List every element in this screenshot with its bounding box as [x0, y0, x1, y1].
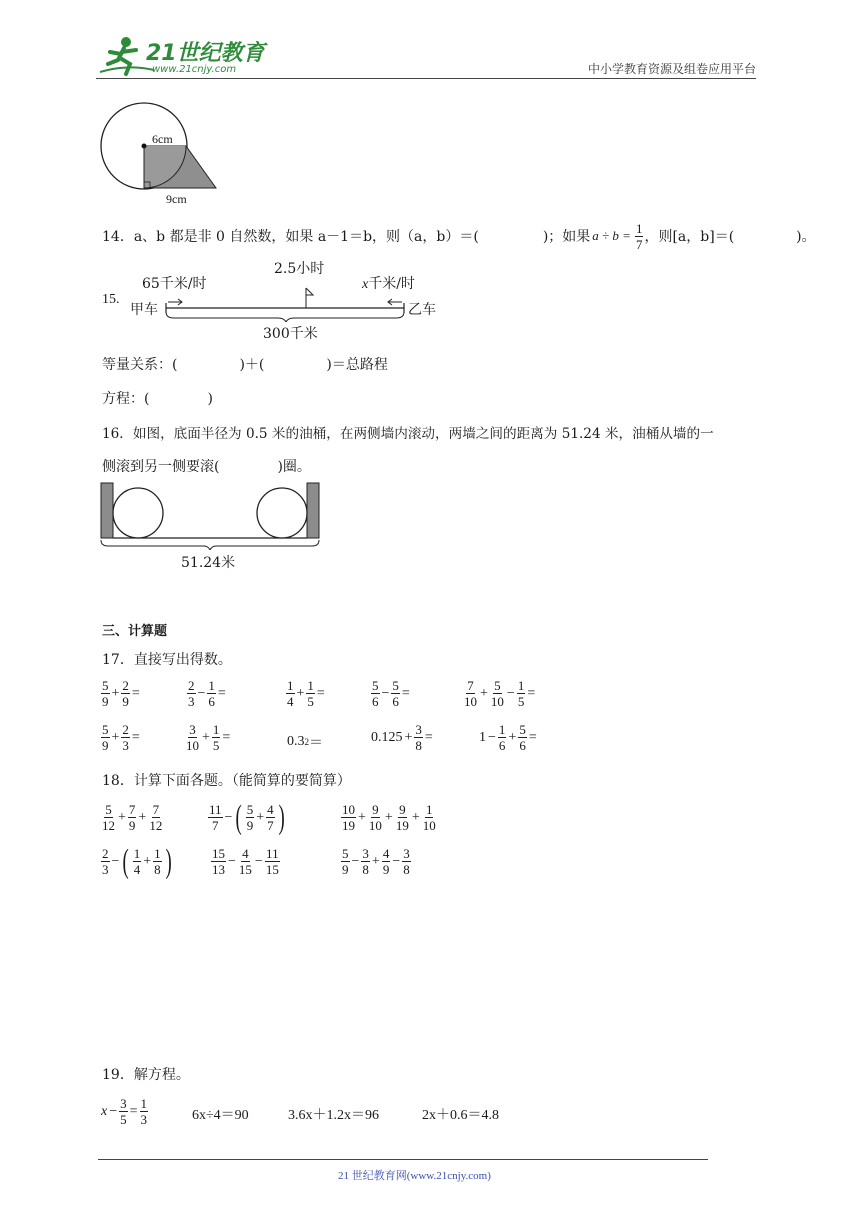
fraction-numerator: 3	[362, 846, 369, 861]
fraction-numerator: 3	[189, 722, 196, 737]
fraction-numerator: 3	[415, 722, 422, 737]
q19-e1	[100, 1096, 149, 1127]
section-3-title: 三、计算题	[102, 624, 168, 639]
fraction-denominator: 5	[120, 1112, 127, 1127]
fraction-numerator: 1	[154, 846, 161, 861]
question-15-number: 15.	[102, 292, 120, 307]
q17-r2-e3: 0.3 2 ＝	[287, 734, 323, 751]
fraction-denominator: 6	[498, 738, 506, 753]
q17-r2-e4	[370, 722, 434, 753]
math-operator: +	[118, 809, 126, 825]
fraction	[101, 846, 110, 877]
fraction-numerator: 1	[635, 220, 643, 236]
fraction	[518, 722, 527, 753]
fraction-numerator: 5	[372, 678, 379, 693]
footer-text[interactable]: 21 世纪教育网(www.21cnjy.com)	[338, 1170, 491, 1182]
question-17-title: 17．直接写出得数。	[102, 652, 232, 668]
math-operator: +	[358, 809, 366, 825]
fraction	[187, 678, 196, 709]
math-operator: −	[197, 685, 206, 701]
fraction	[306, 678, 315, 709]
fraction	[133, 846, 142, 877]
fraction-denominator: 9	[122, 694, 129, 709]
fraction-denominator: 9	[246, 818, 254, 833]
fraction-numerator: 11	[266, 846, 279, 861]
fraction-numerator: 1	[208, 678, 215, 693]
fraction-denominator: 15	[238, 862, 252, 877]
fraction-denominator: 5	[212, 738, 220, 753]
fraction	[286, 678, 295, 709]
fraction	[208, 802, 223, 833]
math-operator: −	[228, 853, 236, 869]
math-operator: =	[528, 729, 537, 745]
math-operator: =	[131, 729, 140, 745]
header-logo	[96, 34, 266, 78]
fraction-numerator: 9	[399, 802, 406, 817]
fraction	[121, 678, 130, 709]
time-label: 2.5小时	[274, 261, 325, 277]
fraction-denominator: 7	[635, 236, 643, 252]
fraction-numerator: 7	[467, 678, 474, 693]
q17-r2-e2	[184, 722, 231, 753]
fraction-denominator: 8	[403, 862, 410, 877]
fraction-denominator: 9	[102, 694, 109, 709]
fraction-numerator: 1	[498, 722, 506, 737]
fraction-denominator: 3	[102, 862, 109, 877]
fraction-denominator: 4	[133, 862, 141, 877]
math-operator: −	[111, 853, 120, 869]
math-operator: +	[202, 729, 210, 745]
q18-e4	[100, 842, 174, 880]
fraction-denominator: 3	[188, 694, 195, 709]
fraction-numerator: 15	[212, 846, 225, 861]
math-operator: −	[488, 729, 496, 745]
fraction	[402, 846, 411, 877]
q18-e3	[340, 802, 438, 833]
oil-drum-walls-diagram	[98, 480, 324, 550]
fraction	[371, 678, 380, 709]
math-operator: =	[527, 685, 536, 701]
q18-e6	[340, 846, 412, 877]
fraction-numerator: 5	[392, 678, 399, 693]
fraction-numerator: 3	[403, 846, 410, 861]
question-19-title: 19．解方程。	[102, 1067, 190, 1083]
fraction-denominator: 6	[519, 738, 526, 753]
travel-line-diagram	[160, 282, 410, 322]
speed-left: 65千米/时	[142, 276, 207, 292]
fraction	[148, 802, 163, 833]
math-operator: +	[404, 729, 413, 745]
car-left: 甲车	[130, 302, 158, 318]
fraction-denominator: 3	[122, 738, 129, 753]
fraction-denominator: 8	[415, 738, 422, 753]
math-operator: −	[392, 853, 401, 869]
math-operator: +	[371, 853, 380, 869]
fraction-numerator: 2	[102, 846, 109, 861]
q17-r1-e3	[285, 678, 326, 709]
fraction-denominator: 12	[102, 818, 115, 833]
fraction-denominator: 19	[395, 818, 409, 833]
fraction	[517, 678, 526, 709]
fraction-denominator: 8	[154, 862, 161, 877]
fraction	[265, 846, 280, 877]
q17-r1-e1	[100, 678, 141, 709]
math-operator: −	[381, 685, 390, 701]
logo-text: 21世纪教育	[146, 41, 265, 66]
math-operator: −	[254, 853, 263, 869]
fraction	[246, 802, 255, 833]
fraction-numerator: 1	[212, 722, 220, 737]
math-operator: =	[217, 685, 226, 701]
fraction-numerator: 2	[122, 722, 129, 737]
fraction	[382, 846, 391, 877]
fraction-denominator: 10	[422, 818, 436, 833]
fraction	[153, 846, 162, 877]
fraction-denominator: 4	[287, 694, 294, 709]
fraction-numerator: 1	[140, 1096, 148, 1111]
fraction	[422, 802, 437, 833]
fraction	[490, 678, 505, 709]
math-operator: +	[384, 809, 393, 825]
math-operator: =	[316, 685, 325, 701]
fraction-numerator: 1	[307, 678, 314, 693]
question-18-title: 18．计算下面各题。（能简算的要简算）	[102, 773, 351, 789]
relation-line: 等量关系：( )＋( )＝总路程	[102, 357, 388, 373]
q18-e2	[207, 798, 287, 836]
distance-label: 300千米	[263, 326, 318, 342]
fraction-numerator: 3	[120, 1096, 127, 1111]
math-operator: −	[109, 1103, 118, 1119]
fraction	[391, 678, 400, 709]
fraction	[341, 802, 356, 833]
fraction	[128, 802, 137, 833]
fraction-denominator: 10	[368, 818, 382, 833]
parenthesis: (	[235, 798, 243, 836]
fraction-denominator: 5	[517, 694, 525, 709]
logo-url: www.21cnjy.com	[152, 64, 237, 75]
question-14: 14．a、b 都是非 0 自然数，如果 a－1＝b，则（a，b）＝( )；如果 a ÷ b = $\frac{1}{7}$ ，则[a，b]＝( )。	[102, 220, 816, 252]
fraction-denominator: 10	[464, 694, 477, 709]
fraction-numerator: 1	[133, 846, 141, 861]
fraction-numerator: 5	[494, 678, 501, 693]
fraction-numerator: 4	[267, 802, 274, 817]
footer-rule	[98, 1159, 708, 1160]
fraction-denominator: 9	[382, 862, 390, 877]
fraction	[101, 678, 110, 709]
fraction	[101, 722, 110, 753]
math-operator: 0.125	[371, 729, 403, 745]
fraction-denominator: 15	[265, 862, 279, 877]
math-operator: +	[111, 685, 120, 701]
math-operator: +	[256, 809, 265, 825]
equation-line: 方程：( )	[102, 391, 213, 407]
math-operator: =	[129, 1103, 138, 1119]
fraction	[368, 802, 383, 833]
math-operator: =	[401, 685, 410, 701]
fraction-numerator: 11	[209, 802, 222, 817]
math-operator: x	[101, 1103, 108, 1119]
label-base: 9cm	[166, 192, 187, 206]
header-right-title: 中小学教育资源及组卷应用平台	[587, 62, 756, 76]
fraction	[498, 722, 507, 753]
math-operator: =	[424, 729, 433, 745]
car-right: 乙车	[408, 302, 436, 318]
fraction	[140, 1096, 149, 1127]
fraction-denominator: 3	[140, 1112, 148, 1127]
q17-r1-e5	[462, 678, 536, 709]
fraction-denominator: 5	[307, 694, 314, 709]
question-16-line1: 16．如图，底面半径为 0.5 米的油桶，在两侧墙内滚动，两墙之间的距离为 51.24 米，油桶从墙的一	[102, 426, 714, 442]
fraction-denominator: 12	[149, 818, 163, 833]
fraction	[395, 802, 410, 833]
fraction-numerator: 5	[246, 802, 254, 817]
fraction	[341, 846, 350, 877]
fraction	[101, 802, 116, 833]
speed-right: x千米/时	[362, 276, 415, 292]
q17-r1-e2	[186, 678, 227, 709]
fraction	[463, 678, 478, 709]
circle-trapezoid-figure	[96, 100, 226, 210]
fraction-numerator: 5	[342, 846, 349, 861]
math-operator: +	[111, 729, 120, 745]
fraction-denominator: 13	[212, 862, 225, 877]
fraction-numerator: 9	[372, 802, 379, 817]
math-operator: =	[131, 685, 140, 701]
fraction-numerator: 2	[122, 678, 129, 693]
fraction	[185, 722, 200, 753]
math-operator: =	[222, 729, 231, 745]
fraction-denominator: 7	[267, 818, 274, 833]
question-16-line2: 侧滚到另一侧要滚( )圈。	[102, 459, 311, 475]
fraction-numerator: 1	[287, 678, 294, 693]
math-operator: 1	[479, 729, 486, 745]
q19-e3: 3.6x＋1.2x＝96	[288, 1108, 379, 1123]
fraction-denominator: 6	[372, 694, 379, 709]
math-operator: −	[506, 685, 515, 701]
math-operator: −	[351, 853, 360, 869]
fraction-numerator: 7	[152, 802, 160, 817]
fraction	[119, 1096, 128, 1127]
fraction	[266, 802, 275, 833]
fraction-denominator: 19	[342, 818, 355, 833]
fraction-denominator: 9	[102, 738, 109, 753]
fraction	[207, 678, 216, 709]
q18-e1	[100, 802, 164, 833]
q17-r1-e4	[370, 678, 411, 709]
q18-e5	[210, 846, 281, 877]
header-rule	[96, 78, 756, 79]
fraction-denominator: 9	[342, 862, 349, 877]
fraction	[212, 722, 221, 753]
math-operator: +	[296, 685, 305, 701]
fraction	[121, 722, 130, 753]
parenthesis: (	[122, 842, 130, 880]
fraction	[635, 221, 644, 252]
fraction-denominator: 10	[490, 694, 504, 709]
fraction-numerator: 10	[342, 802, 355, 817]
fraction-numerator: 4	[382, 846, 390, 861]
fraction-numerator: 5	[102, 678, 109, 693]
math-operator: +	[508, 729, 517, 745]
parenthesis: )	[278, 798, 285, 836]
label-radius: 6cm	[152, 132, 173, 146]
q19-e2: 6x÷4＝90	[192, 1108, 249, 1123]
fraction-denominator: 10	[186, 738, 199, 753]
fraction-numerator: 5	[102, 722, 109, 737]
fraction	[211, 846, 226, 877]
q17-r2-e1	[100, 722, 141, 753]
q19-e4: 2x＋0.6＝4.8	[422, 1108, 499, 1123]
fraction-numerator: 4	[242, 846, 249, 861]
math-operator: +	[143, 853, 152, 869]
fraction-denominator: 6	[208, 694, 215, 709]
parenthesis: )	[165, 842, 172, 880]
fraction-denominator: 7	[212, 818, 219, 833]
math-operator: +	[411, 809, 420, 825]
fraction-denominator: 9	[128, 818, 136, 833]
fraction-numerator: 7	[128, 802, 136, 817]
q17-r2-e5	[478, 722, 538, 753]
math-operator: −	[224, 809, 233, 825]
fraction-numerator: 1	[517, 678, 525, 693]
fraction	[238, 846, 253, 877]
fraction-numerator: 5	[519, 722, 526, 737]
fraction-numerator: 2	[188, 678, 195, 693]
fraction-denominator: 6	[392, 694, 399, 709]
fraction	[361, 846, 370, 877]
fraction-numerator: 1	[425, 802, 433, 817]
math-operator: +	[480, 685, 488, 701]
fraction-denominator: 8	[362, 862, 369, 877]
math-operator: +	[138, 809, 147, 825]
fraction	[414, 722, 423, 753]
fraction-numerator: 5	[105, 802, 112, 817]
drum-distance-label: 51.24米	[181, 555, 236, 571]
